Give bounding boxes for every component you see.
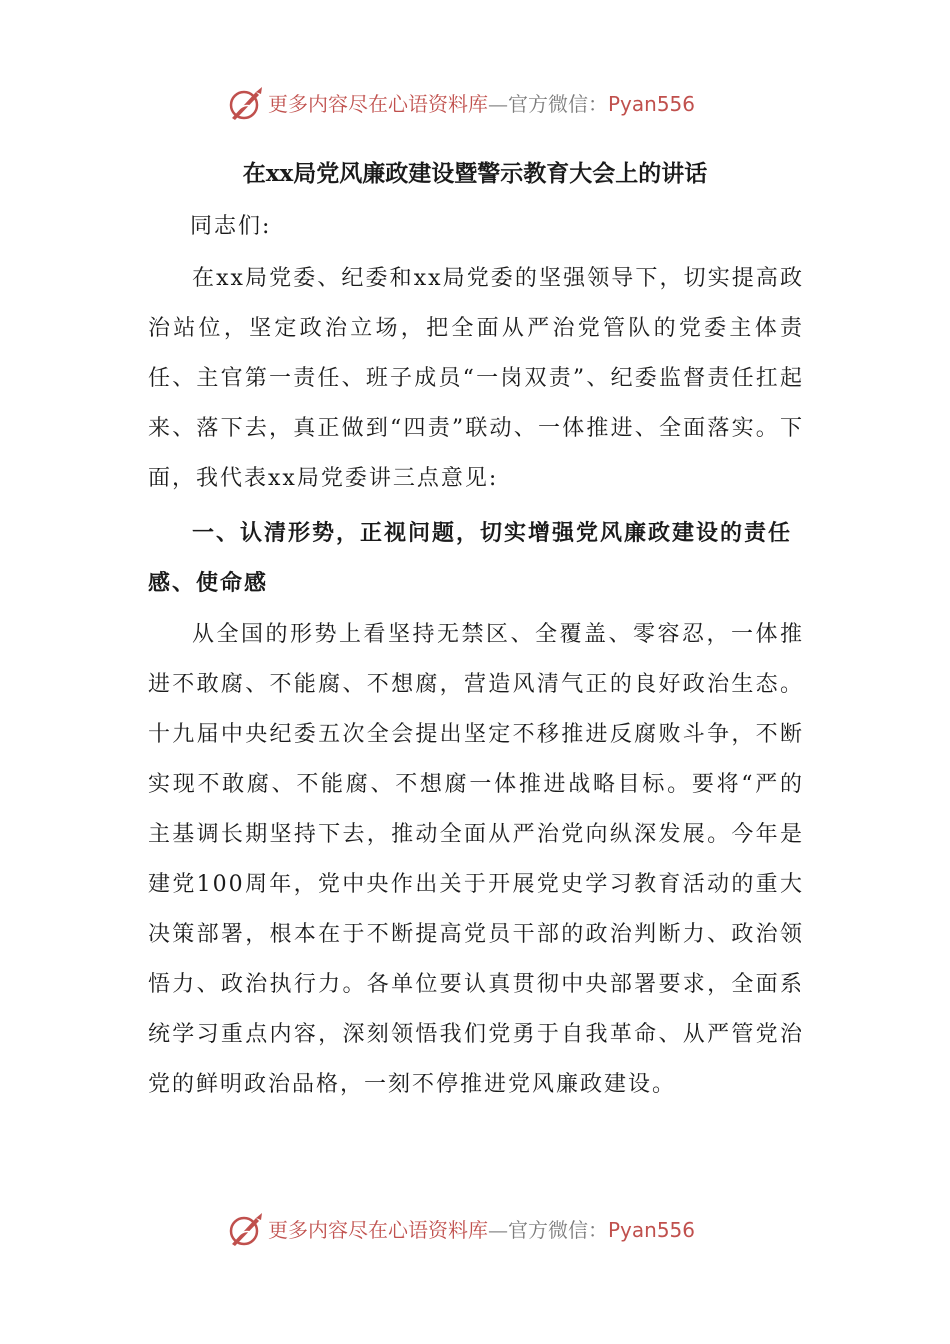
banner-site-text: 更多内容尽在心语资料库	[268, 92, 488, 116]
document-title: 在xx局党风廉政建设暨警示教育大会上的讲话	[242, 160, 708, 187]
banner-wechat-id: Pyan556	[608, 1218, 696, 1242]
banner-wechat-label: 官方微信：	[508, 92, 608, 116]
banner-site-text: 更多内容尽在心语资料库	[268, 1218, 488, 1242]
quill-pen-seal-icon	[226, 84, 266, 124]
banner-wechat-id: Pyan556	[608, 92, 696, 116]
banner-dash: —	[488, 1218, 508, 1242]
section-heading-1: 一、认清形势，正视问题，切实增强党风廉政建设的责任感、使命感	[148, 521, 793, 596]
salutation: 同志们:	[190, 214, 272, 239]
banner-dash: —	[488, 92, 508, 116]
header-banner	[0, 80, 950, 128]
footer-banner	[0, 1206, 950, 1254]
quill-pen-seal-icon	[226, 1210, 266, 1250]
banner-wechat-label: 官方微信：	[508, 1218, 608, 1242]
paragraph-intro: 在xx局党委、纪委和xx局党委的坚强领导下，切实提高政治站位，坚定政治立场，把全面从严治党管队的党委主体责任、主官第一责任、班子成员“一岗双责”、纪委监督责任扛起来、落下去，真正做到“四责”联动、一体推进、全面落实。下面，我代表xx局党委讲三点意见:	[148, 266, 804, 491]
banner-text	[268, 91, 695, 117]
paragraph-section-1: 从全国的形势上看坚持无禁区、全覆盖、零容忍，一体推进不敢腐、不能腐、不想腐，营造风清气正的良好政治生态。十九届中央纪委五次全会提出坚定不移推进反腐败斗争，不断实现不敢腐、不能腐、不想腐一体推进战略目标。要将“严的主基调长期坚持下去，推动全面从严治党向纵深发展。今年是建党100周年，党中央作出关于开展党史学习教育活动的重大决策部署，根本在于不断提高党员干部的政治判断力、政治领悟力、政治执行力。各单位要认真贯彻中央部署要求，全面系统学习重点内容，深刻领悟我们党勇于自我革命、从严管党治党的鲜明政治品格，一刻不停推进党风廉政建设。	[148, 622, 804, 1097]
banner-text	[268, 1217, 695, 1243]
